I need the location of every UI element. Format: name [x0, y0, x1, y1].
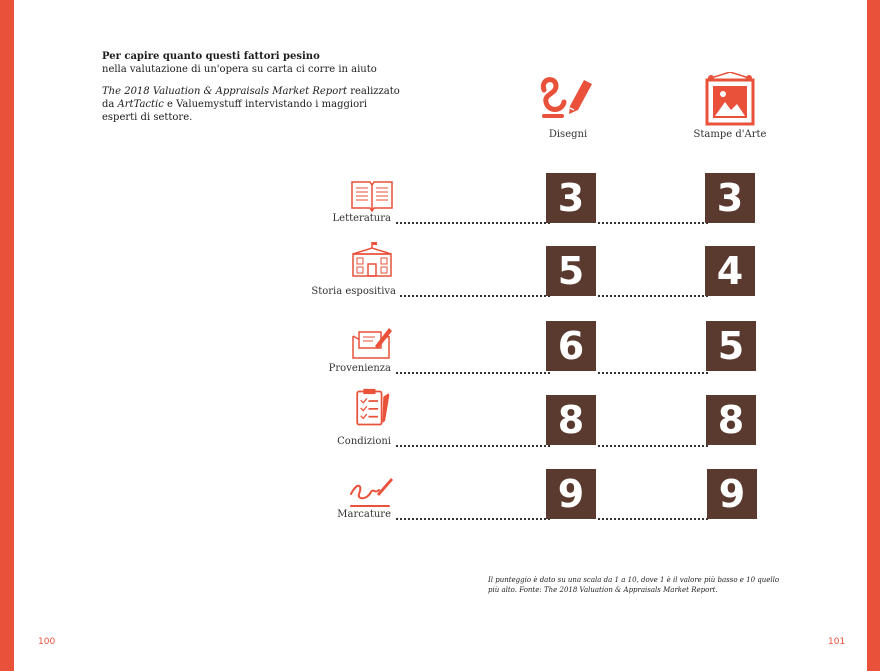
- dotted-leader: [598, 372, 708, 374]
- intro-line-1: Per capire quanto questi fattori pesino: [102, 51, 320, 62]
- intro-paragraph: [102, 85, 402, 124]
- pencil-drawing-icon: [538, 72, 598, 128]
- score-stampe-condizioni: 8: [706, 395, 756, 445]
- column-label-disegni: Disegni: [548, 129, 588, 140]
- intro-mid: realizzato da: [102, 86, 400, 110]
- dotted-leader: [598, 295, 708, 297]
- dotted-leader: [598, 445, 708, 447]
- score-disegni-storia-espositiva: 5: [546, 246, 596, 296]
- report-title: The 2018 Valuation & Appraisals Market Report: [102, 86, 348, 97]
- row-label-condizioni: Condizioni: [337, 436, 391, 447]
- dotted-leader: [598, 518, 708, 520]
- document-pen-icon: [349, 322, 395, 362]
- row-label-provenienza: Provenienza: [328, 363, 391, 374]
- footnote: [488, 575, 788, 595]
- score-stampe-storia-espositiva: 4: [705, 246, 755, 296]
- score-disegni-provenienza: 6: [546, 321, 596, 371]
- footnote-text: Il punteggio è dato su una scala da 1 a 10, dove 1 è il valore più basso e 10 quello più alto. Fonte:: [488, 576, 780, 594]
- artactic-name: ArtTactic: [117, 99, 164, 110]
- clipboard-checklist-icon: [349, 388, 395, 428]
- score-disegni-marcature: 9: [546, 469, 596, 519]
- intro-rest: e Valuemystuff intervistando i maggiori esperti di settore.: [102, 99, 368, 123]
- museum-icon: [349, 240, 395, 280]
- page-number-left: 100: [38, 637, 56, 647]
- right-accent-bar: [867, 0, 880, 671]
- signature-icon: [349, 472, 395, 512]
- footnote-source: The 2018 Valuation & Appraisals Market Report.: [543, 586, 718, 594]
- dotted-leader: [396, 372, 550, 374]
- framed-picture-icon: [701, 72, 761, 128]
- column-label-stampe: Stampe d'Arte: [693, 129, 767, 140]
- dotted-leader: [396, 445, 550, 447]
- intro-line-2: nella valutazione di un'opera su carta ci corre in aiuto: [102, 64, 377, 75]
- row-label-letteratura: Letteratura: [332, 213, 391, 224]
- dotted-leader: [396, 222, 550, 224]
- score-stampe-letteratura: 3: [705, 173, 755, 223]
- left-accent-bar: [0, 0, 14, 671]
- intro-text: [102, 50, 402, 124]
- score-disegni-letteratura: 3: [546, 173, 596, 223]
- score-stampe-provenienza: 5: [706, 321, 756, 371]
- page-number-right: 101: [828, 637, 846, 647]
- dotted-leader: [396, 518, 550, 520]
- score-stampe-marcature: 9: [707, 469, 757, 519]
- score-disegni-condizioni: 8: [546, 395, 596, 445]
- dotted-leader: [400, 295, 550, 297]
- row-label-storia-espositiva: Storia espositiva: [311, 286, 396, 297]
- row-label-marcature: Marcature: [337, 509, 391, 520]
- dotted-leader: [598, 222, 708, 224]
- book-icon: [349, 176, 395, 216]
